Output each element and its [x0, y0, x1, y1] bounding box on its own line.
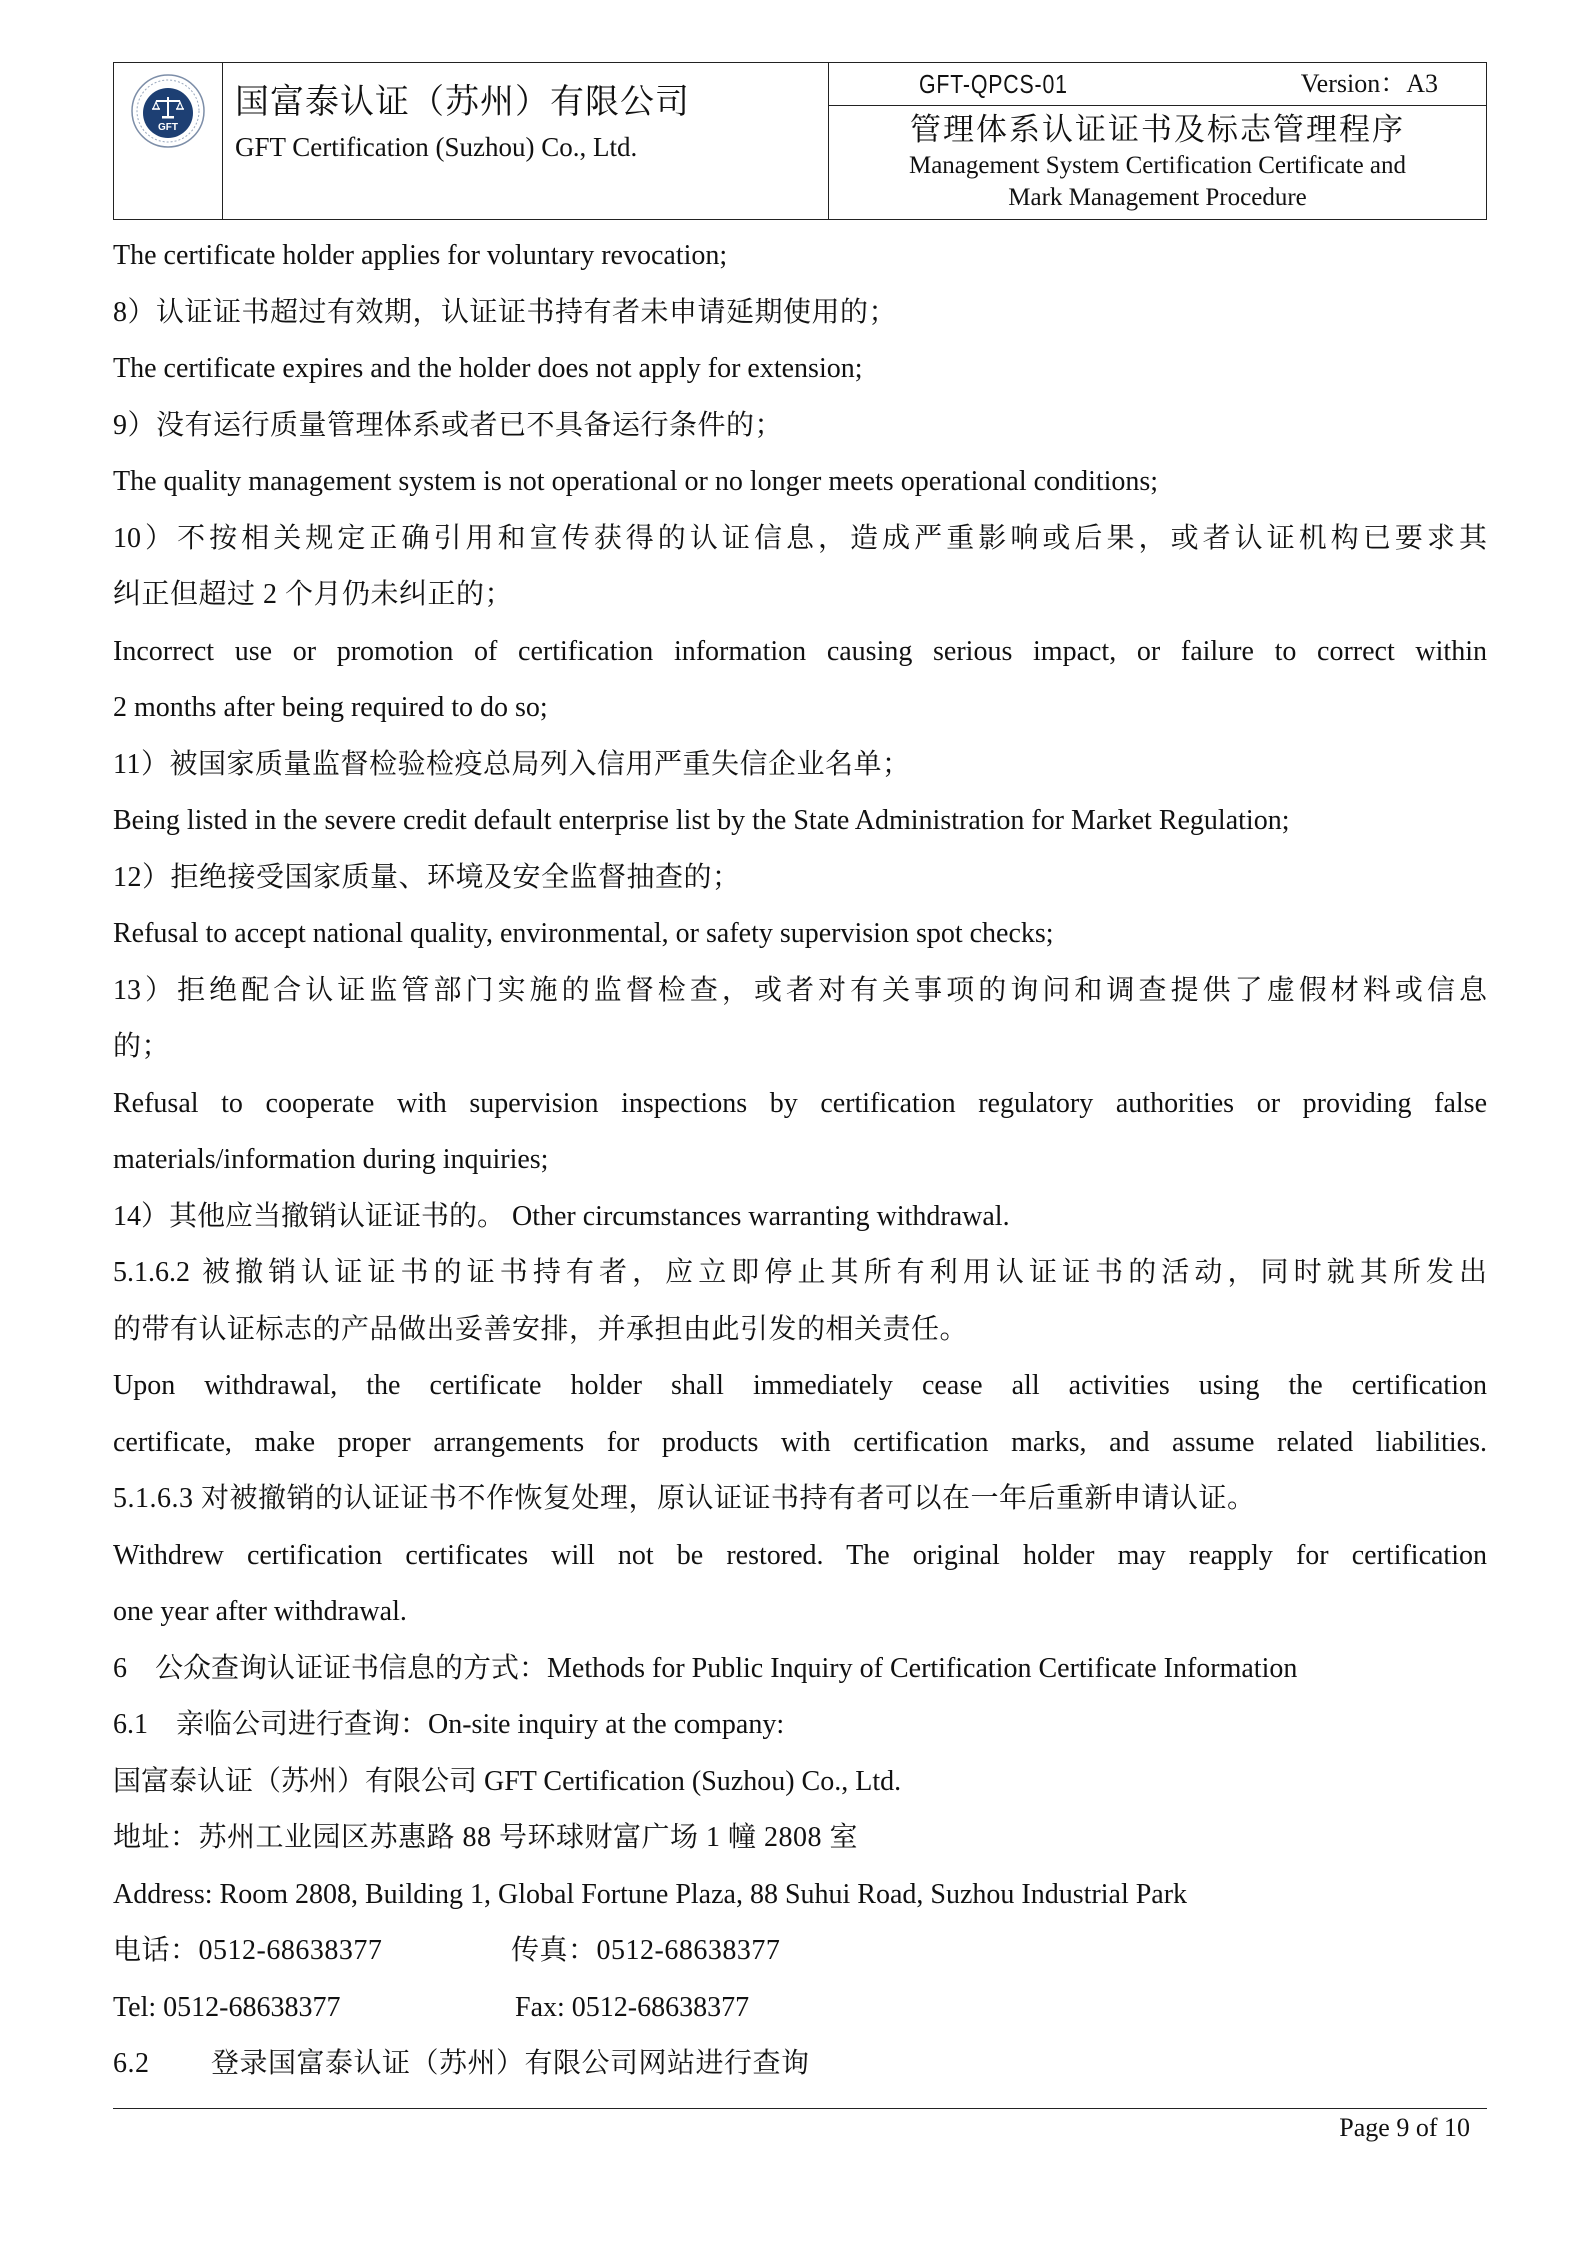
- contact-en-row: [113, 1980, 1487, 2037]
- document-title-en-line1: Management System Certification Certificate and: [908, 152, 1407, 179]
- body-line: 纠正但超过 2 个月仍未纠正的；: [113, 579, 514, 610]
- body-line: 12）拒绝接受国家质量、环境及安全监督抽查的；: [113, 861, 741, 893]
- body-line: 9）没有运行质量管理体系或者已不具备运行条件的；: [113, 409, 784, 441]
- body-line: 11）被国家质量监督检验检疫总局列入信用严重失信企业名单；: [113, 748, 911, 780]
- body-line: 8）认证证书超过有效期，认证证书持有者未申请延期使用的；: [113, 296, 898, 328]
- document-code-row: [829, 63, 1486, 106]
- document-version: Version：A3: [1300, 69, 1438, 98]
- section-6-2-text: 登录国富泰认证（苏州）有限公司网站进行查询: [211, 2048, 810, 2079]
- svg-text:GFT: GFT: [158, 122, 178, 133]
- company-name-line: 国富泰认证（苏州）有限公司 GFT Certification (Suzhou) Co., Ltd.: [113, 1765, 902, 1797]
- fax-cn: 传真：0512-68638377: [511, 1935, 781, 1966]
- body-line: certificate, make proper arrangements for products with certification marks, and assume related liabilities.: [113, 1426, 1487, 1458]
- address-en: Address: Room 2808, Building 1, Global Fortune Plaza, 88 Suhui Road, Suzhou Industrial Park: [113, 1878, 1188, 1910]
- document-header: [113, 62, 1487, 220]
- body-line: Being listed in the severe credit default enterprise list by the State Administration for Market Regulation;: [113, 805, 1290, 836]
- body-line: The quality management system is not operational or no longer meets operational conditions;: [113, 466, 1159, 497]
- document-code: GFT-QPCS-01: [919, 69, 1068, 99]
- document-body: [113, 228, 1487, 2093]
- body-line: 2 months after being required to do so;: [113, 692, 548, 723]
- body-line: 5.1.6.2 被撤销认证证书的证书持有者，应立即停止其所有利用认证证书的活动，同时就其所发出: [113, 1257, 1487, 1288]
- contact-cn-row: [113, 1923, 1487, 1980]
- section-heading-6-2: [113, 2036, 1487, 2093]
- section-6-2-number: 6.2: [113, 2048, 150, 2079]
- body-line: materials/information during inquiries;: [113, 1144, 549, 1175]
- telephone-cn: 电话：0512-68638377: [113, 1935, 383, 1966]
- logo-cell: [114, 63, 223, 219]
- address-cn: 地址：苏州工业园区苏惠路 88 号环球财富广场 1 幢 2808 室: [113, 1822, 859, 1853]
- section-heading-6: 6 公众查询认证证书信息的方式：Methods for Public Inquiry of Certification Certificate Information: [113, 1652, 1298, 1684]
- company-cell: [223, 63, 829, 219]
- body-line: Refusal to cooperate with supervision inspections by certification regulatory authorities or providing false: [113, 1087, 1487, 1119]
- body-line: The certificate holder applies for voluntary revocation;: [113, 240, 728, 271]
- body-line: 的带有认证标志的产品做出妥善安排，并承担由此引发的相关责任。: [113, 1313, 969, 1345]
- body-line: Withdrew certification certificates will not be restored. The original holder may reapply for certification: [113, 1539, 1487, 1571]
- body-line: one year after withdrawal.: [113, 1596, 407, 1627]
- document-title-en-line2: Mark Management Procedure: [1008, 184, 1307, 211]
- fax-en: Fax: 0512-68638377: [515, 1991, 750, 2023]
- document-title-cn: 管理体系认证证书及标志管理程序: [910, 112, 1405, 147]
- body-line: 的；: [113, 1031, 171, 1062]
- body-line: Refusal to accept national quality, environmental, or safety supervision spot checks;: [113, 918, 1054, 949]
- company-name-cn: 国富泰认证（苏州）有限公司: [235, 84, 690, 121]
- gft-logo-icon: [130, 73, 206, 149]
- company-name-en: GFT Certification (Suzhou) Co., Ltd.: [235, 132, 638, 162]
- body-line: Upon withdrawal, the certificate holder shall immediately cease all activities using the certification: [113, 1370, 1487, 1401]
- telephone-en: Tel: 0512-68638377: [113, 1991, 341, 2023]
- body-line: 10）不按相关规定正确引用和宣传获得的认证信息，造成严重影响或后果，或者认证机构已要求其: [113, 522, 1487, 554]
- body-line: 14）其他应当撤销认证证书的。 Other circumstances warranting withdrawal.: [113, 1200, 1010, 1232]
- body-line: The certificate expires and the holder does not apply for extension;: [113, 353, 863, 384]
- body-line: 5.1.6.3 对被撤销的认证证书不作恢复处理，原认证证书持有者可以在一年后重新申请认证。: [113, 1483, 1256, 1514]
- document-info-cell: [829, 63, 1486, 219]
- page-number: Page 9 of 10: [1339, 2113, 1470, 2142]
- body-line: Incorrect use or promotion of certification information causing serious impact, or failure to correct within: [113, 635, 1487, 667]
- footer-divider: [113, 2108, 1487, 2109]
- body-line: 13）拒绝配合认证监管部门实施的监督检查，或者对有关事项的询问和调查提供了虚假材料或信息: [113, 974, 1487, 1006]
- section-heading-6-1: 6.1 亲临公司进行查询：On-site inquiry at the company:: [113, 1709, 785, 1740]
